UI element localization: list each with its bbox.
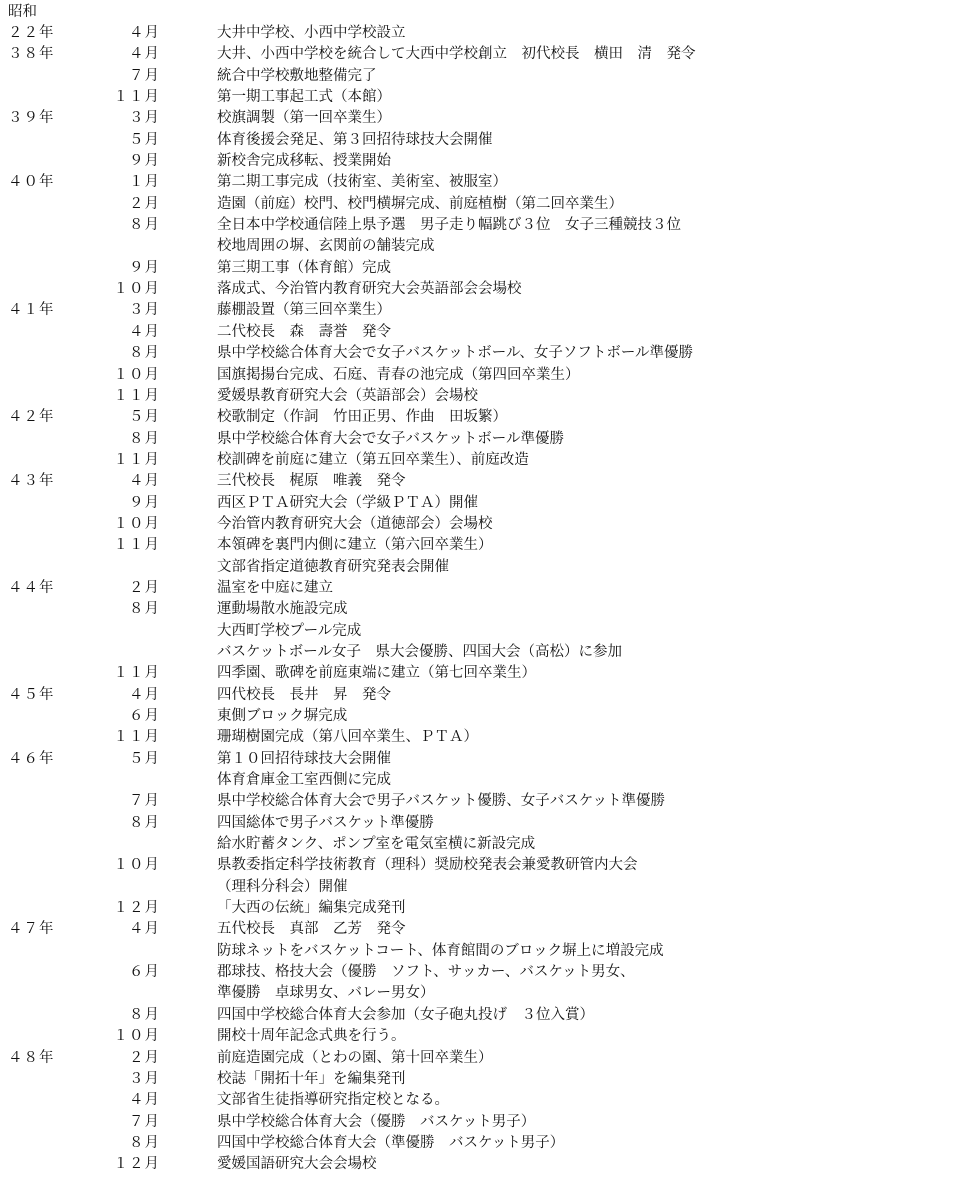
year-cell: ４１年	[8, 302, 55, 319]
month-cell: １１月	[113, 89, 160, 106]
month-cell: ４月	[129, 25, 160, 41]
event-cell: 落成式、今治管内教育研究大会英語部会会場校	[217, 281, 522, 298]
event-cell: 東側ブロック塀完成	[217, 708, 348, 724]
month-cell: １１月	[113, 537, 160, 554]
month-cell: ５月	[129, 409, 160, 426]
month-cell: ２月	[129, 579, 160, 596]
event-cell: 校地周囲の塀、玄関前の舗装完成	[217, 238, 435, 255]
event-cell: 本領碑を裏門内側に建立（第六回卒業生）	[217, 537, 493, 554]
event-cell: 四国中学校総合体育大会（準優勝 バスケット男子）	[217, 1134, 565, 1151]
history-row	[0, 471, 956, 492]
event-cell: 準優勝 卓球男女、バレー男女）	[217, 985, 435, 1002]
month-cell: ２月	[129, 195, 160, 212]
month-cell: ８月	[129, 1134, 160, 1151]
month-cell: ８月	[129, 814, 160, 831]
event-cell: 新校舎完成移転、授業開始	[217, 153, 391, 170]
month-cell: ３月	[129, 1070, 160, 1087]
history-row	[0, 44, 956, 65]
event-cell: 西区ＰＴＡ研究大会（学級ＰＴＡ）開催	[217, 494, 478, 511]
month-cell: １０月	[113, 1028, 160, 1045]
month-cell: １１月	[113, 665, 160, 682]
year-cell: ４５年	[8, 686, 55, 703]
history-row	[0, 1154, 956, 1175]
event-cell: 全日本中学校通信陸上県予選 男子走り幅跳び３位 女子三種競技３位	[217, 217, 681, 234]
month-cell: ４月	[129, 686, 160, 703]
history-row	[0, 130, 956, 151]
event-cell: 国旗掲揚台完成、石庭、青春の池完成（第四回卒業生）	[217, 366, 580, 383]
month-cell: １０月	[113, 515, 160, 532]
history-row	[0, 87, 956, 108]
event-cell: 県中学校総合体育大会で女子バスケットボール、女子ソフトボール準優勝	[217, 345, 694, 362]
history-row	[0, 791, 956, 812]
history-row	[0, 877, 956, 898]
month-cell: ３月	[129, 110, 160, 127]
event-cell: 大井、小西中学校を統合して大西中学校創立 初代校長 横田 清 発令	[217, 46, 696, 63]
month-cell: １０月	[113, 857, 160, 874]
history-row	[0, 66, 956, 87]
history-row	[0, 258, 956, 279]
month-cell: １２月	[113, 900, 160, 917]
history-row	[0, 621, 956, 642]
month-cell: ３月	[129, 302, 160, 319]
event-cell: 三代校長 梶原 唯義 発令	[217, 473, 406, 490]
event-cell: 文部省指定道徳教育研究発表会開催	[217, 558, 449, 575]
history-row	[0, 983, 956, 1004]
history-row	[0, 855, 956, 876]
history-row	[0, 172, 956, 193]
month-cell: ４月	[129, 921, 160, 938]
month-cell: ７月	[129, 1113, 160, 1130]
history-row	[0, 727, 956, 748]
month-cell: ９月	[129, 259, 160, 276]
year-cell: ４２年	[8, 409, 55, 426]
month-cell: ４月	[129, 323, 160, 340]
month-cell: ４月	[129, 1092, 160, 1109]
event-cell: 温室を中庭に建立	[217, 579, 333, 596]
history-row	[0, 493, 956, 514]
event-cell: 県中学校総合体育大会（優勝 バスケット男子）	[217, 1113, 536, 1130]
year-cell: ４０年	[8, 174, 55, 191]
history-row	[0, 1090, 956, 1111]
history-row	[0, 1069, 956, 1090]
year-cell: ３９年	[8, 110, 55, 127]
history-row	[0, 365, 956, 386]
year-cell: ４７年	[8, 921, 55, 938]
month-cell: ５月	[129, 750, 160, 767]
event-cell: 「大西の伝統」編集完成発刊	[217, 900, 406, 917]
history-row	[0, 770, 956, 791]
history-row	[0, 300, 956, 321]
history-row	[0, 535, 956, 556]
month-cell: １１月	[113, 729, 160, 746]
event-cell: 四季園、歌碑を前庭東端に建立（第七回卒業生）	[217, 665, 536, 682]
month-cell: １１月	[113, 387, 160, 404]
event-cell: 郡球技、格技大会（優勝 ソフト、サッカー、バスケット男女、	[217, 964, 635, 981]
event-cell: 統合中学校敷地整備完了	[217, 67, 377, 84]
history-row	[0, 450, 956, 471]
event-cell: 前庭造園完成（とわの園、第十回卒業生）	[217, 1049, 493, 1066]
event-cell: 体育後援会発足、第３回招待球技大会開催	[217, 131, 493, 148]
history-row	[0, 23, 956, 44]
month-cell: ８月	[129, 601, 160, 618]
event-cell: 県中学校総合体育大会で女子バスケットボール準優勝	[217, 430, 564, 447]
month-cell: ９月	[129, 153, 160, 170]
history-row	[0, 429, 956, 450]
event-cell: バスケットボール女子 県大会優勝、四国大会（高松）に参加	[217, 643, 622, 660]
month-cell: ２月	[129, 1049, 160, 1066]
event-cell: 第一期工事起工式（本館）	[217, 89, 391, 106]
event-cell: 今治管内教育研究大会（道徳部会）会場校	[217, 515, 493, 532]
history-row	[0, 343, 956, 364]
event-cell: 第二期工事完成（技術室、美術室、被服室）	[217, 174, 507, 191]
history-table	[0, 23, 956, 1176]
event-cell: 第１０回招待球技大会開催	[217, 750, 391, 767]
history-row	[0, 322, 956, 343]
history-row	[0, 1133, 956, 1154]
history-row	[0, 706, 956, 727]
month-cell: １０月	[113, 281, 160, 298]
month-cell: ６月	[129, 964, 160, 981]
history-row	[0, 813, 956, 834]
history-row	[0, 236, 956, 257]
event-cell: 珊瑚樹園完成（第八回卒業生、ＰＴＡ）	[217, 729, 478, 746]
history-row	[0, 514, 956, 535]
year-cell: ３８年	[8, 46, 55, 63]
month-cell: ７月	[129, 67, 160, 84]
history-row	[0, 557, 956, 578]
year-cell: ４４年	[8, 579, 55, 596]
month-cell: ８月	[129, 1006, 160, 1023]
history-row	[0, 962, 956, 983]
history-row	[0, 194, 956, 215]
history-row	[0, 215, 956, 236]
month-cell: ８月	[129, 345, 160, 362]
event-cell: 四代校長 長井 昇 発令	[217, 686, 391, 703]
event-cell: 校旗調製（第一回卒業生）	[217, 110, 391, 127]
history-row	[0, 1005, 956, 1026]
history-row	[0, 108, 956, 129]
history-row	[0, 685, 956, 706]
event-cell: 藤棚設置（第三回卒業生）	[217, 302, 391, 319]
month-cell: １１月	[113, 451, 160, 468]
event-cell: 給水貯蓄タンク、ポンプ室を電気室横に新設完成	[217, 836, 536, 853]
event-cell: 校訓碑を前庭に建立（第五回卒業生）、前庭改造	[217, 451, 529, 468]
event-cell: 防球ネットをバスケットコート、体育館間のブロック塀上に増設完成	[217, 942, 664, 959]
history-row	[0, 941, 956, 962]
event-cell: 愛媛県教育研究大会（英語部会）会場校	[217, 387, 478, 404]
event-cell: （理科分科会）開催	[217, 878, 348, 895]
month-cell: ８月	[129, 217, 160, 234]
event-cell: 四国中学校総合体育大会参加（女子砲丸投げ ３位入賞）	[217, 1006, 594, 1023]
history-row	[0, 898, 956, 919]
event-cell: 県教委指定科学技術教育（理科）奨励校発表会兼愛教研管内大会	[217, 857, 638, 874]
event-cell: 大井中学校、小西中学校設立	[217, 25, 406, 41]
month-cell: ７月	[129, 793, 160, 810]
month-cell: ９月	[129, 494, 160, 511]
event-cell: 校誌「開拓十年」を編集発刊	[217, 1070, 406, 1087]
event-cell: 大西町学校プール完成	[217, 622, 362, 639]
history-row	[0, 407, 956, 428]
event-cell: 二代校長 森 壽誉 発令	[217, 323, 391, 340]
history-row	[0, 663, 956, 684]
history-row	[0, 279, 956, 300]
history-row	[0, 151, 956, 172]
month-cell: １月	[129, 174, 160, 191]
year-cell: ４３年	[8, 473, 55, 490]
history-row	[0, 1048, 956, 1069]
month-cell: １０月	[113, 366, 160, 383]
month-cell: ５月	[129, 131, 160, 148]
history-row	[0, 1026, 956, 1047]
era-heading: 昭和	[8, 4, 37, 20]
event-cell: 愛媛国語研究大会会場校	[217, 1156, 377, 1173]
month-cell: ８月	[129, 430, 160, 447]
month-cell: ４月	[129, 46, 160, 63]
event-cell: 開校十周年記念式典を行う。	[217, 1028, 406, 1045]
event-cell: 四国総体で男子バスケット準優勝	[217, 814, 434, 831]
history-row	[0, 578, 956, 599]
event-cell: 体育倉庫金工室西側に完成	[217, 772, 391, 789]
history-document	[0, 2, 956, 1176]
event-cell: 校歌制定（作詞 竹田正男、作曲 田坂繁）	[217, 409, 507, 426]
event-cell: 文部省生徒指導研究指定校となる。	[217, 1092, 449, 1109]
year-cell: ２２年	[8, 25, 55, 41]
history-row	[0, 1112, 956, 1133]
history-row	[0, 749, 956, 770]
month-cell: ４月	[129, 473, 160, 490]
month-cell: ６月	[129, 708, 160, 724]
history-row	[0, 919, 956, 940]
event-cell: 五代校長 真部 乙芳 発令	[217, 921, 406, 938]
event-cell: 運動場散水施設完成	[217, 601, 348, 618]
month-cell: １２月	[113, 1156, 160, 1173]
history-row	[0, 386, 956, 407]
history-row	[0, 642, 956, 663]
event-cell: 第三期工事（体育館）完成	[217, 259, 391, 276]
history-row	[0, 599, 956, 620]
year-cell: ４８年	[8, 1049, 55, 1066]
year-cell: ４６年	[8, 750, 55, 767]
event-cell: 造園（前庭）校門、校門横塀完成、前庭植樹（第二回卒業生）	[217, 195, 623, 212]
event-cell: 県中学校総合体育大会で男子バスケット優勝、女子バスケット準優勝	[217, 793, 666, 810]
history-row	[0, 834, 956, 855]
